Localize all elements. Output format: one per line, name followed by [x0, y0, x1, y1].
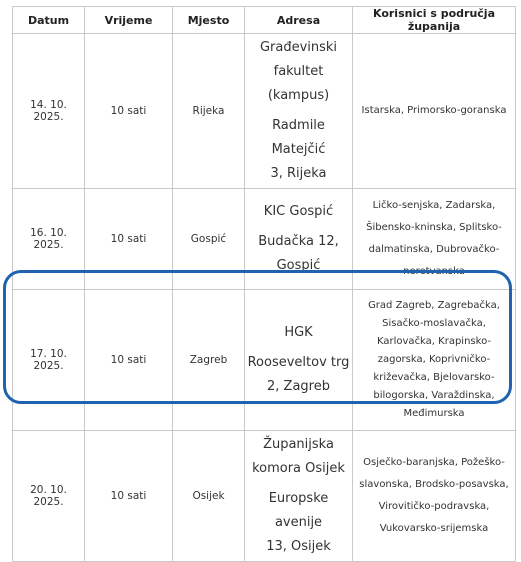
counties-line: dalmatinska, Dubrovačko-: [368, 244, 500, 255]
counties-line: neretvanska: [403, 266, 465, 277]
place-cell: Osijek: [173, 431, 245, 562]
table-row: [13, 34, 516, 189]
address-line: komora Osijek: [252, 461, 345, 476]
time-cell: 10 sati: [85, 189, 173, 290]
schedule-table: [12, 6, 516, 562]
counties-line: Karlovačka, Krapinsko-: [377, 336, 491, 347]
header-time: Vrijeme: [85, 7, 173, 34]
address-line: fakultet: [273, 64, 324, 79]
place-cell: Rijeka: [173, 34, 245, 189]
address-line: Županijska: [263, 437, 334, 452]
counties-line: Grad Zagreb, Zagrebačka,: [368, 300, 500, 311]
counties-cell: [353, 189, 516, 290]
address-cell: [245, 431, 353, 562]
date-cell: 17. 10. 2025.: [13, 290, 85, 431]
address-line: HGK: [284, 325, 313, 340]
address-line: Budačka 12,: [258, 234, 339, 249]
address-line: 13, Osijek: [266, 539, 331, 554]
address-cell: [245, 189, 353, 290]
header-date: Datum: [13, 7, 85, 34]
counties-line: Osječko-baranjska, Požeško-: [363, 457, 505, 468]
address-line: Gospić: [276, 258, 321, 273]
date-cell: 16. 10. 2025.: [13, 189, 85, 290]
header-place: Mjesto: [173, 7, 245, 34]
address-cell: [245, 290, 353, 431]
address-line: Građevinski: [259, 40, 338, 55]
address-line: (kampus): [267, 88, 330, 103]
address-line: 2, Zagreb: [267, 379, 330, 394]
address-line: 3, Rijeka: [270, 166, 327, 181]
counties-cell: [353, 290, 516, 431]
address-cell: [245, 34, 353, 189]
header-row: [13, 7, 516, 34]
counties-line: Vukovarsko-srijemska: [379, 523, 489, 534]
time-cell: 10 sati: [85, 34, 173, 189]
counties-cell: [353, 431, 516, 562]
counties-cell: [353, 34, 516, 189]
counties-line: Ličko-senjska, Zadarska,: [372, 200, 496, 211]
table-row: [13, 431, 516, 562]
counties-line: Istarska, Primorsko-goranska: [361, 105, 507, 116]
time-cell: 10 sati: [85, 431, 173, 562]
header-address: Adresa: [245, 7, 353, 34]
counties-line: Virovitičko-podravska,: [378, 501, 490, 512]
counties-line: slavonska, Brodsko-posavska,: [359, 479, 509, 490]
address-line: Europske avenije: [268, 491, 329, 530]
date-cell: 20. 10. 2025.: [13, 431, 85, 562]
counties-line: zagorska, Koprivničko-: [377, 354, 491, 365]
counties-line: Međimurska: [403, 408, 465, 419]
address-line: Rooseveltov trg: [247, 355, 350, 370]
date-cell: 14. 10. 2025.: [13, 34, 85, 189]
address-line: Radmile Matejčić: [271, 118, 326, 157]
place-cell: Gospić: [173, 189, 245, 290]
place-cell: Zagreb: [173, 290, 245, 431]
time-cell: 10 sati: [85, 290, 173, 431]
counties-line: Šibensko-kninska, Splitsko-: [366, 222, 502, 233]
header-counties: Korisnici s područja županija: [353, 7, 516, 34]
counties-line: križevačka, Bjelovarsko-: [373, 372, 495, 383]
address-line: KIC Gospić: [263, 204, 334, 219]
table-row: [13, 290, 516, 431]
counties-line: bilogorska, Varaždinska,: [373, 390, 495, 401]
counties-line: Sisačko-moslavačka,: [382, 318, 486, 329]
table-row: [13, 189, 516, 290]
